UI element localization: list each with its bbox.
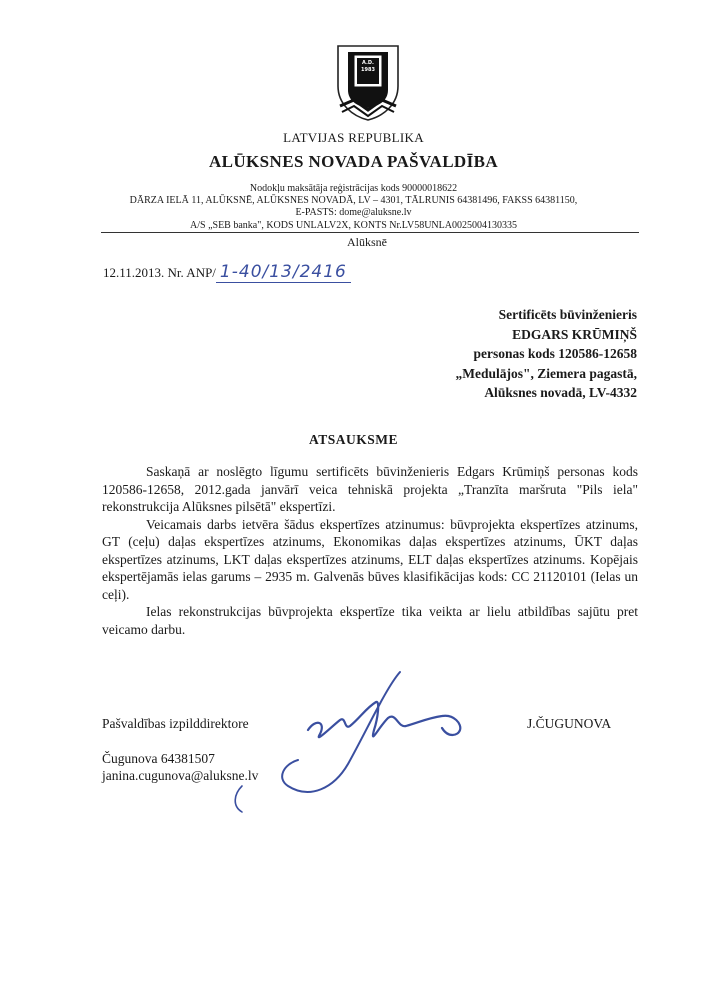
letter-title: ATSAUKSME: [308, 432, 398, 447]
address-line: DĀRZA IELĀ 11, ALŪKSNĒ, ALŪKSNES NOVADĀ, LV – 4301, TĀLRUNIS 64381496, FAKSS 64381150,: [129, 195, 578, 206]
municipality-emblem: [334, 42, 402, 122]
recipient-id: personas kods 120586-12658: [473, 346, 637, 362]
date-number-line: [103, 262, 351, 282]
paragraph-2: Veicamais darbs ietvēra šādus ekspertīzes atzinumus: būvprojekta ekspertīzes atzinums, GT (ceļu) daļas ekspertīzes atzinums, Ekonomikas daļas ekspertīzes atzinums, ŪKT daļas ekspertīzes atzinums, LKT daļas ekspertīzes atzinums, ELT daļas ekspertīzes atzinums. Kopējais ekspertējamās ielas garums – 2935 m. Galvenās būves klasifikācijas kods: CC 21120101 (Ielas un ceļi).: [102, 516, 638, 602]
republic-label: LATVIJAS REPUBLIKA: [283, 130, 424, 145]
organization-name: ALŪKSNES NOVADA PAŠVALDĪBA: [208, 152, 499, 171]
email-line: E-PASTS: dome@aluksne.lv: [295, 207, 412, 218]
emblem-year: A.D. 1983: [361, 60, 375, 73]
letter-body: [102, 463, 638, 638]
paragraph-1: Saskaņā ar noslēgto līgumu sertificēts būvinženieris Edgars Krūmiņš personas kods 120586-12658, 2012.gada janvārī veica tehniskā projekta „Tranzīta maršruta "Pils iela" rekonstrukcija Alūksnes pilsētā" ekspertīzi.: [102, 464, 638, 514]
date-prefix: 12.11.2013. Nr. ANP/: [103, 265, 216, 280]
signatory-role: Pašvaldības izpilddirektore: [102, 716, 249, 731]
place-name: Alūksnē: [347, 235, 387, 249]
paragraph-3: Ielas rekonstrukcijas būvprojekta ekspertīze tika veikta ar lielu atbildības sajūtu pret veicamo darbu.: [102, 604, 638, 637]
handwritten-number: 1-40/13/2416: [216, 262, 351, 283]
recipient-name: EDGARS KRŪMIŅŠ: [512, 326, 637, 342]
letterhead-divider: [101, 232, 639, 233]
handwritten-signature: [228, 668, 478, 818]
bank-line: A/S „SEB banka", KODS UNLALV2X, KONTS Nr.LV58UNLA0025004130335: [190, 220, 517, 231]
recipient-address-2: Alūksnes novadā, LV-4332: [484, 385, 637, 401]
recipient-title: Sertificēts būvinženieris: [498, 307, 637, 322]
recipient-block: [277, 305, 637, 403]
contact-block: [102, 750, 258, 784]
contact-phone: Čugunova 64381507: [102, 751, 215, 766]
signatory-name: J.ČUGUNOVA: [527, 716, 612, 731]
tax-code: Nodokļu maksātāja reģistrācijas kods 90000018622: [249, 183, 458, 194]
contact-email[interactable]: janina.cugunova@aluksne.lv: [102, 768, 259, 783]
recipient-address-1: „Medulājos", Ziemera pagastā,: [455, 365, 637, 381]
